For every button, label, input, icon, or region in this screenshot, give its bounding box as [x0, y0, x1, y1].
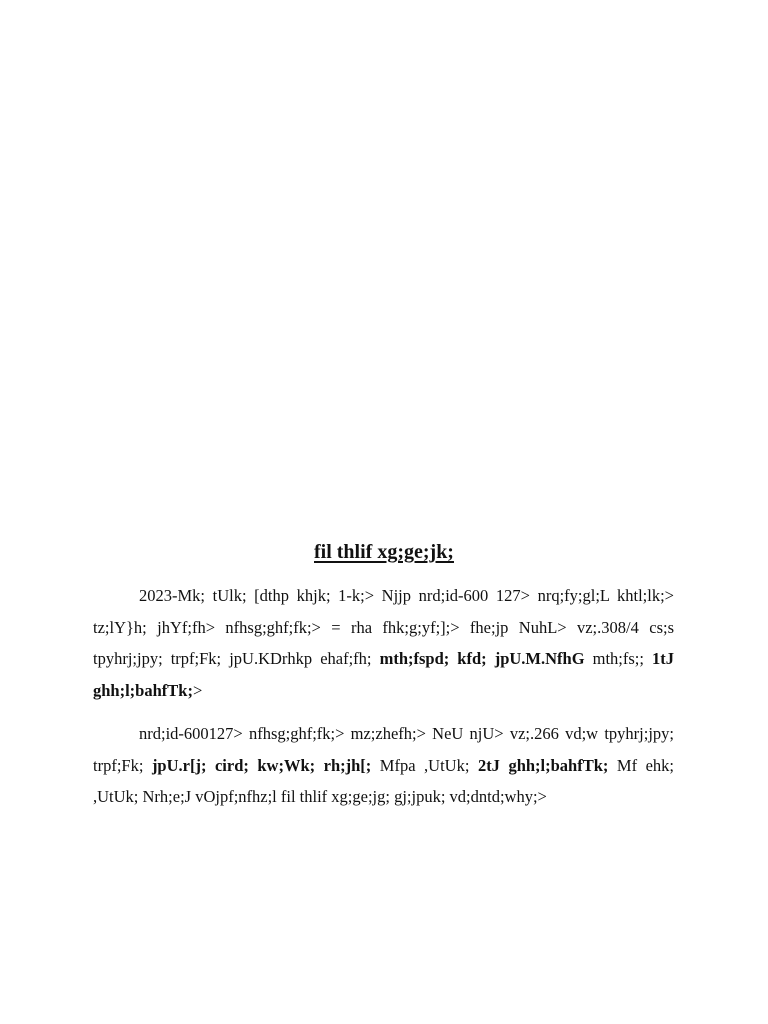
party-role-bold: 2tJ ghh;l;bahfTk;	[477, 755, 609, 775]
paragraph-text: 2023-Mk; tUlk; [dthp khjk; 1-k;> Njjp nrd;id-600 127> nrq;fy;gl;L khtl;lk;> tz;lY}h; jhYf;fh> nfhsg;ghf;fk;> = rha fhk;g;yf;];> fhe;jp NuhL> vz;.308/4 cs;s tpyhrj;jpy; trpf;Fk; jpU.KDrhkp ehaf;fh;	[93, 586, 674, 668]
party-name-bold: mth;fspd; kfd; jpU.M.NfhG	[379, 649, 585, 668]
paragraph-text: nrd;id-600127> nfhsg;ghf;fk;> mz;zhefh;> NeU njU> vz;.266 vd;w tpyhrj;jpy; trpf;Fk;	[93, 724, 674, 775]
paragraph-text: Mfpa ,UtUk;	[371, 755, 478, 775]
party-role-bold: 1tJ ghh;l;bahfTk;	[93, 649, 674, 700]
paragraph-text: Mf ehk; ,UtUk; Nrh;e;J vOjpf;nfhz;l fil thlif xg;ge;jg; gj;jpuk; vd;dntd;why;>	[93, 755, 674, 806]
paragraph-text: >	[192, 680, 203, 700]
paragraph-first-party	[93, 580, 674, 706]
paragraph-second-party	[93, 718, 674, 813]
document-title: fil thlif xg;ge;jk;	[314, 541, 454, 563]
party-name-bold: jpU.r[j; cird; kw;Wk; rh;jh[;	[151, 755, 372, 775]
paragraph-text: mth;fs;;	[584, 649, 652, 668]
